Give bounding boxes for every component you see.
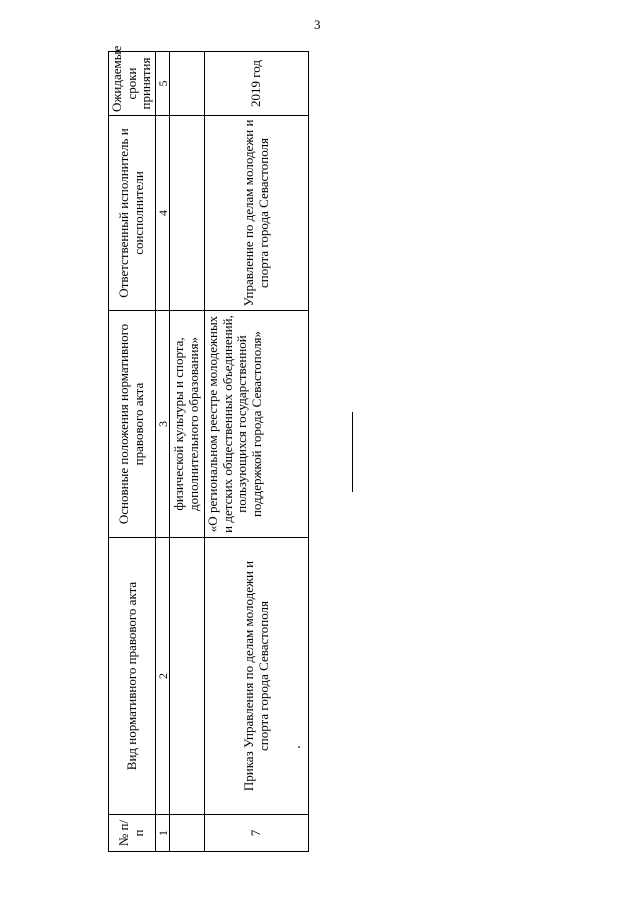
row-date: 2019 год	[205, 52, 309, 116]
row-responsible: Управление по делам молодежи и спорта города Севастополя	[205, 116, 309, 311]
header-kind: Вид нормативного правового акта	[109, 538, 156, 815]
header-main: Основные положения нормативного правового акта	[109, 311, 156, 538]
col-number-3: 3	[156, 311, 170, 538]
scan-speck	[298, 746, 300, 748]
page-number: 3	[314, 17, 321, 32]
plan-table-rotated	[108, 45, 308, 852]
continuation-kind-cell	[170, 538, 205, 815]
continuation-row	[170, 52, 205, 852]
table-header-row	[109, 52, 156, 852]
continuation-main-cell: физической культуры и спорта, дополнительного образования»	[170, 311, 205, 538]
header-date: Ожидаемые сроки принятия	[109, 52, 156, 116]
col-number-4: 4	[156, 116, 170, 311]
col-number-1: 1	[156, 815, 170, 852]
col-number-5: 5	[156, 52, 170, 116]
end-separator-line	[352, 412, 353, 492]
column-number-row	[156, 52, 170, 852]
table-row	[205, 52, 309, 852]
continuation-num-cell	[170, 815, 205, 852]
row-num: 7	[205, 815, 309, 852]
row-kind: Приказ Управления по делам молодежи и спорта города Севастополя	[205, 538, 309, 815]
col-number-2: 2	[156, 538, 170, 815]
row-main: «О региональном реестре молодежных и детских общественных объединений, пользующихся государственной поддержкой города Севастополя»	[205, 311, 309, 538]
continuation-date-cell	[170, 52, 205, 116]
header-num: № п/п	[109, 815, 156, 852]
continuation-resp-cell	[170, 116, 205, 311]
plan-table	[108, 45, 309, 852]
header-responsible: Ответственный исполнитель и соисполнители	[109, 116, 156, 311]
